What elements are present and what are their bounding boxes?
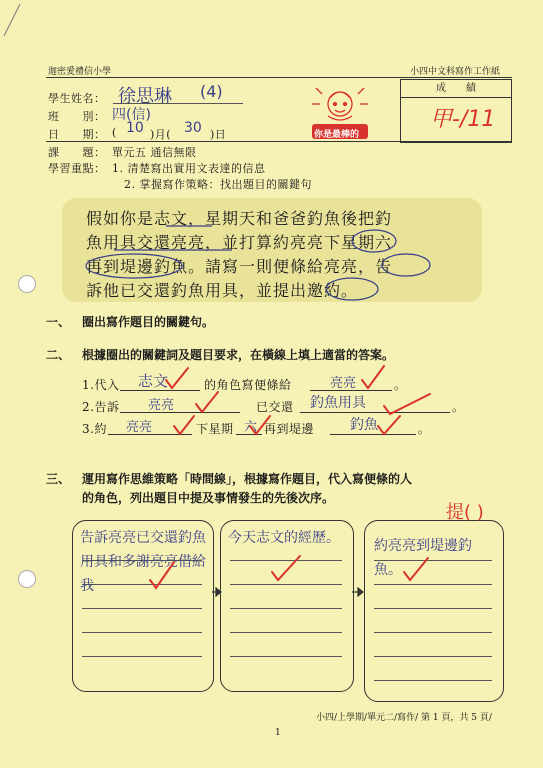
teacher-note: 提( ) [446, 502, 484, 523]
box1-line [82, 656, 202, 657]
scenario-line-1: 假如你是志文，星期天和爸爸釣魚後把釣 [86, 209, 393, 228]
date-month: 10 [126, 120, 144, 136]
box2-line [230, 632, 342, 633]
focus-point-1: 1. 清楚寫出實用文表達的信息 [112, 162, 266, 175]
date-month-suffix: )月( [150, 128, 172, 141]
scenario-line-3: 再到堤邊釣魚。請寫一則便條給亮亮，告 [86, 257, 393, 276]
item3-middle: 下星期 [196, 422, 234, 436]
date-label: 日 期： [48, 128, 106, 141]
item3-answer1: 亮亮 [126, 420, 153, 435]
box2-line [230, 608, 342, 609]
name-label: 學生姓名： [48, 92, 106, 105]
box3-line [374, 608, 492, 609]
section3-ticks [0, 540, 543, 600]
item2-answer1: 亮亮 [148, 398, 175, 413]
stamp-caption: 你是最棒的 [314, 130, 360, 140]
scenario-line-4: 訴他已交還釣魚用具，並提出邀約。 [86, 281, 359, 300]
item1-end: 。 [394, 378, 407, 392]
item3-answer2: 六 [244, 420, 258, 435]
section3-line1: 運用寫作思維策略「時間線」，根據寫作題目，代入寫便條的人 [82, 472, 413, 486]
pencil-stroke [0, 0, 30, 40]
item3-answer3: 釣魚 [350, 417, 378, 433]
section2-ticks [0, 360, 543, 440]
focus-point-2: 2. 掌握寫作策略：找出題目的關鍵句 [124, 178, 312, 191]
box3-line [374, 656, 492, 657]
topic-value: 單元五 通信無限 [112, 146, 197, 159]
school-name: 迦密愛禮信小學 [48, 67, 112, 77]
header-rule [46, 77, 512, 78]
box3-line [374, 632, 492, 633]
section2-number: 二、 [46, 348, 71, 362]
topic-label: 課 題： [48, 146, 106, 159]
footer-reference: 小四/上學期/單元二/寫作/ 第 1 頁，共 5 頁/ [316, 713, 492, 723]
section1-text: 圈出寫作題目的關鍵句。 [82, 315, 215, 329]
scenario-line-2: 魚用具交還亮亮，並打算約亮亮下星期六 [86, 233, 393, 252]
item2-answer2: 釣魚用具 [310, 395, 366, 411]
worksheet-title: 小四中文科寫作工作紙 [410, 67, 501, 77]
scenario-annotations [62, 198, 482, 302]
timeline-box-3-text: 約亮亮到堤邊釣魚。 [374, 538, 472, 578]
item1-middle: 的角色寫便條給 [204, 378, 292, 392]
class-value: 四(信) [112, 107, 151, 123]
name-value: 徐思琳 [118, 86, 172, 107]
section2-text: 根據圈出的關鍵詞及題目要求，在橫線上填上適當的答案。 [82, 348, 395, 362]
item2-prefix: 2.告訴 [82, 400, 120, 414]
page-number: 1 [275, 728, 281, 738]
grade-mark: 甲-/11 [430, 107, 496, 132]
box1-line [82, 632, 202, 633]
section3-number: 三、 [46, 472, 71, 486]
grade-label: 成 績 [401, 80, 511, 98]
class-label: 班 別： [48, 110, 106, 123]
timeline-box-1-text: 告訴亮亮已交還釣魚用具和多謝亮亮借給我 [80, 530, 206, 594]
box2-line [230, 656, 342, 657]
focus-label: 學習重點： [48, 162, 106, 175]
item2-end: 。 [452, 400, 465, 414]
student-number: (4) [200, 82, 223, 101]
timeline-box-2-text: 今天志文的經歷。 [228, 530, 340, 546]
binder-hole-top [18, 275, 36, 293]
item2-middle: 已交還 [256, 400, 294, 414]
item1-answer1: 志文 [138, 372, 169, 390]
date-day-suffix: )日 [210, 128, 227, 141]
section3-line2: 的角色，列出題目中提及事情發生的先後次序。 [82, 491, 335, 505]
box1-line [82, 608, 202, 609]
box3-line [374, 680, 492, 681]
section1-number: 一、 [46, 315, 71, 329]
item1-answer2: 亮亮 [330, 376, 357, 391]
item3-middle2: 再到堤邊 [264, 422, 315, 436]
date-day: 30 [184, 120, 202, 136]
date-open: ( [112, 126, 117, 139]
item3-prefix: 3.約 [82, 422, 107, 436]
item1-prefix: 1.代入 [82, 378, 120, 392]
item3-end: 。 [418, 422, 431, 436]
